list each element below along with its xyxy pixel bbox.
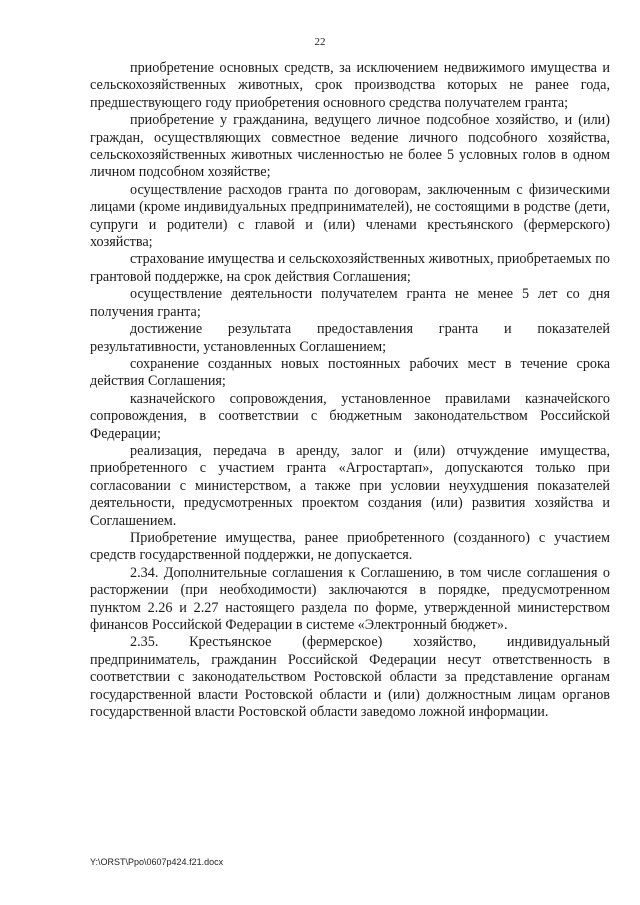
footer-file-path: Y:\ORST\Ppo\0607p424.f21.docx <box>90 857 224 867</box>
paragraph-prior-property: Приобретение имущества, ранее приобретенного (созданного) с участием средств государственной поддержки, не допускается. <box>90 529 610 564</box>
paragraph-treasury: казначейского сопровождения, установленное правилами казначейского сопровождения, в соответствии с бюджетным законодательством Российской Федерации; <box>90 390 610 442</box>
paragraph-jobs: сохранение созданных новых постоянных рабочих мест в течение срока действия Соглашения; <box>90 355 610 390</box>
paragraph-2-34: 2.34. Дополнительные соглашения к Соглашению, в том числе соглашения о расторжении (при необходимости) заключаются в порядке, предусмотренном пунктом 2.26 и 2.27 настоящего раздела по форме, утвержденной министерством финансов Российской Федерации в системе «Электронный бюджет». <box>90 564 610 633</box>
paragraph-results: достижение результата предоставления гранта и показателей результативности, установленных Соглашением; <box>90 321 610 355</box>
paragraph-activity-term: осуществление деятельности получателем гранта не менее 5 лет со дня получения гранта; <box>90 286 610 320</box>
paragraph-insurance: страхование имущества и сельскохозяйственных животных, приобретаемых по грантовой поддержке, на срок действия Соглашения; <box>90 251 610 285</box>
paragraph-livestock-purchase: приобретение у гражданина, ведущего личное подсобное хозяйство, и (или) граждан, осуществляющих совместное ведение личного подсобного хозяйства, сельскохозяйственных животных численностью не более 5 условных голов в одном личном подсобном хозяйстве; <box>90 112 610 181</box>
paragraph-property-disposal: реализация, передача в аренду, залог и (или) отчуждение имущества, приобретенного с участием гранта «Агростартап», допускаются только при согласовании с министерством, а также при условии неухудшения показателей деятельности, предусмотренных проектом создания (или) развития хозяйства и Соглашением. <box>90 442 610 529</box>
document-body <box>90 60 610 721</box>
paragraph-contracts: осуществление расходов гранта по договорам, заключенным с физическими лицами (кроме индивидуальных предпринимателей), не состоящими в родстве (дети, супруги и родители) с главой и (или) членами крестьянского (фермерского) хозяйства; <box>90 181 610 251</box>
page-number: 22 <box>314 36 326 48</box>
paragraph-fixed-assets: приобретение основных средств, за исключением недвижимого имущества и сельскохозяйственных животных, срок производства которых не ранее года, предшествующего году приобретения основного средства получателем гранта; <box>90 60 610 111</box>
paragraph-2-35: 2.35. Крестьянское (фермерское) хозяйство, индивидуальный предприниматель, гражданин Российской Федерации несут ответственность в соответствии с законодательством Ростовской области за представление органам государственной власти Ростовской области и (или) должностным лицам органов государственной власти Ростовской области заведомо ложной информации. <box>90 634 610 721</box>
